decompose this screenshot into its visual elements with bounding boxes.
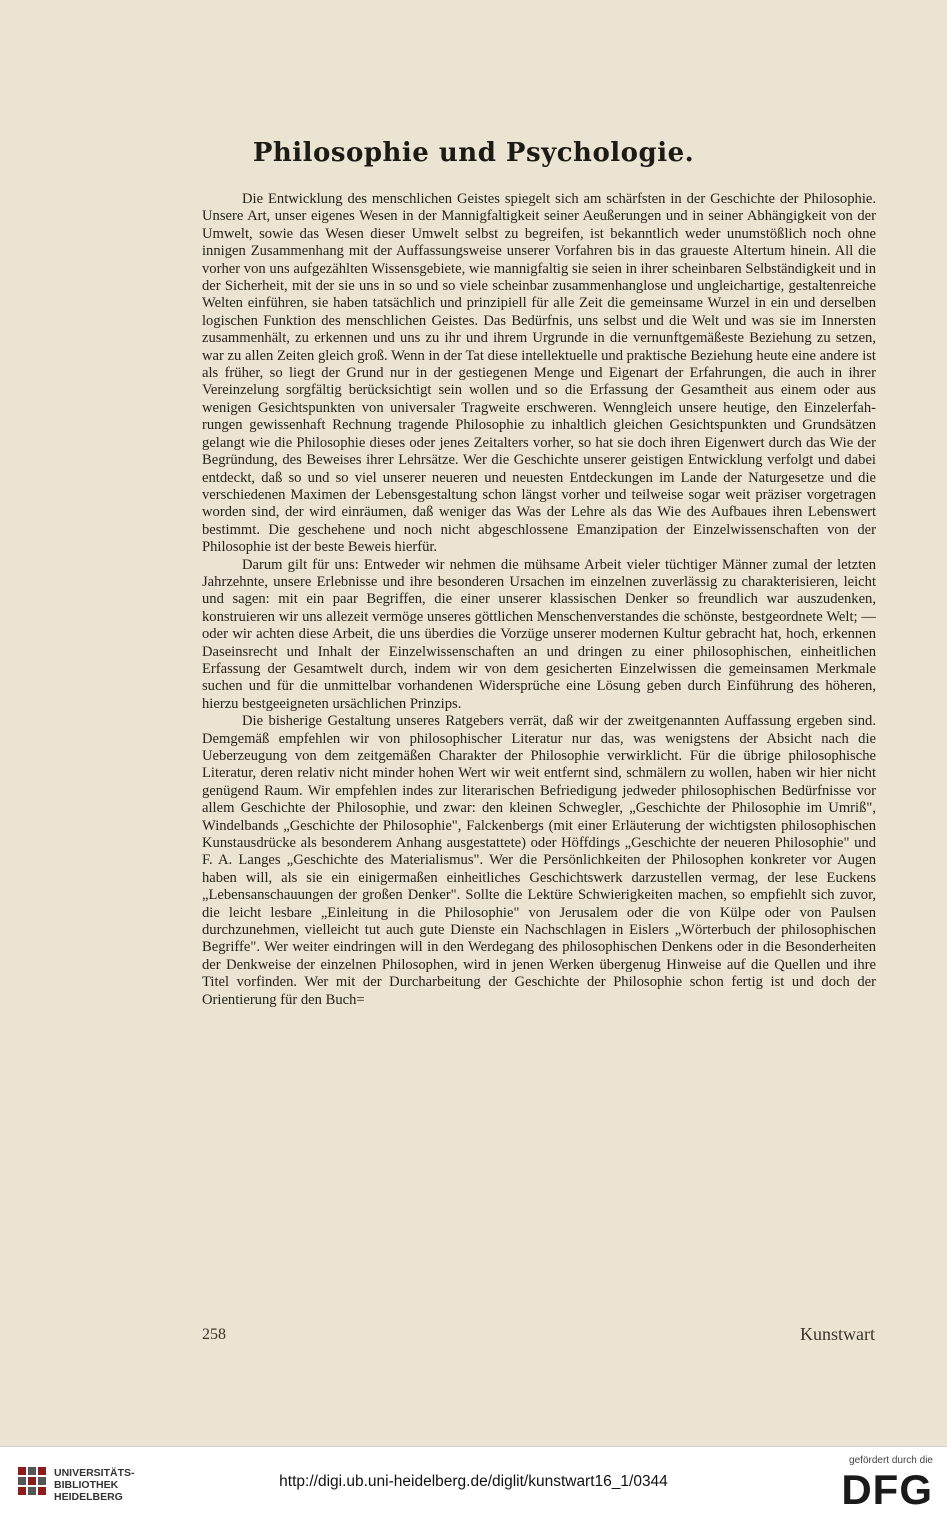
- permalink-url[interactable]: http://digi.ub.uni-heidelberg.de/diglit/kunstwart16_1/0344: [279, 1473, 668, 1490]
- page-title: Philosophie und Psychologie.: [252, 138, 695, 168]
- viewer-footer: [0, 1446, 947, 1533]
- sponsor-block: [833, 1455, 933, 1513]
- sponsor-label: gefördert durch die: [849, 1455, 933, 1466]
- page-number: 258: [202, 1326, 226, 1343]
- library-name-line-3: HEIDELBERG: [54, 1491, 123, 1503]
- library-name-line-1: UNIVERSITÄTS-: [54, 1467, 135, 1479]
- article-body: [202, 191, 876, 1009]
- paragraph-3: Die bisherige Gestaltung unseres Ratgebers verrät, daß wir der zweitgenannten Auffassung ergeben sind. Demgemäß empfehlen wir von philosophischer Literatur nur das, was wenigstens der Absicht nach die Ueberzeugung von dem zeitgemäßen Charakter der Philosophie verwirklicht. Für die übrige philosophische Literatur, deren relativ nicht minder hohen Wert wir weit entfernt sind, schmälern zu wollen, haben wir hier nicht genügend Raum. Wir empfehlen indes zur literarischen Befriedigung jedweder philosophischen Bedürfnisse vor allem Geschichte der Philosophie, und zwar: den kleinen Schwegler, „Geschichte der Philosophie im Umriß", Windelbands „Geschichte der Philosophie", Falckenbergs (mit einer Erläuterung der wichtigsten philosophischen Kunstausdrücke als besonderem Anhang ausgestattete) oder Höffdings „Geschichte der neueren Philosophie" und F. A. Langes „Geschichte des Materialismus". Wer die Persönlichkeiten der Philosophen konkreter vor Augen haben will, als sie ein einigermaßen einheitliches Geschichtswerk darzustellen vermag, der lese Euckens „Lebensanschauungen der großen Denker". Sollte die Lektüre Schwierigkeiten machen, so empfiehlt sich zuvor, die leicht lesbare „Einleitung in die Philosophie" von Jerusalem oder die von Külpe oder von Paulsen durchzunehmen, vielleicht tut auch gute Dienste ein Nachschlagen in Eislers „Wörterbuch der philosophischen Begriffe". Wer weiter eindringen will in den Werdegang des philosophischen Denkens oder in die Besonderheiten der Denkweise der einzelnen Philosophen, wird in jenen Werken übergenug Hinweise auf die Quellen und ihre Titel vorfinden. Wer mit der Durcharbeitung der Geschichte der Philosophie schon fertig ist und doch der Orientierung für den Buch=: [202, 713, 876, 1008]
- journal-name: Kunstwart: [800, 1324, 875, 1344]
- dfg-logo: DFG: [841, 1466, 933, 1513]
- paragraph-1: Die Entwicklung des menschlichen Geistes spiegelt sich am schärfsten in der Geschichte der Philosophie. Unsere Art, unser eigenes Wesen in der Mannigfaltigkeit seiner Aeußerungen und in seiner Abhängigkeit von der Umwelt, sowie das Wesen dieser Umwelt selbst zu begreifen, ist bekanntlich weder unumstößlich noch ohne innigen Zusammenhang mit der Auffassungsweise unserer Vorfahren bis in das graueste Altertum hinein. All die vorher von uns aufgezählten Wissensgebiete, wie mannigfaltig sie seien in ihrer scheinbaren Selbständigkeit und in der Sicherheit, mit der sie uns in so und so viele scheinbar zusammenhanglose und ungleichartige, gestaltenreiche Welten einführen, sie haben tatsächlich und prinzipiell für alle Zeit die gemeinsame Wurzel in ein und derselben logischen Funktion des menschlichen Geistes. Das Bedürfnis, uns selbst und die Welt und was sie im Innersten zusammenhält, zu erkennen und uns zu ihr und ihrem Urgrunde in die vernunftgemäßeste Beziehung zu setzen, war zu allen Zeiten gleich groß. Wenn in der Tat diese intellektuelle und praktische Beziehung heute eine andere ist als früher, so liegt der Grund nur in der gestiegenen Menge und Eigenart der Erfahrungen, die auch in ihrer Vereinzelung sorgfältig berücksichtigt sein wollen und so die Erfassung der Gesamtheit aus einem oder aus wenigen Gesichtspunkten von universaler Tragweite erschweren. Wenngleich unsere heutige, den Einzelerfahrungen gewissenhaft Rechnung tragende Philosophie zu inhaltlich gleichen Gesichtspunkten und Grundsätzen gelangt wie die Philosophie dieses oder jenes Zeitalters vorher, so hat sie doch ihren Eigenwert durch das Wie der Begründung, des Beweises ihrer Lehrsätze. Wer die Geschichte unserer geistigen Entwicklung verfolgt und dabei entdeckt, daß so und so viel unserer neueren und neuesten Entdeckungen im Lande der Naturgesetze und die verschiedenen Maximen der Lebensgestaltung schon längst vorher und teilweise sogar weit präziser vorgetragen worden sind, der wird einräumen, daß weniger das Was der Lehre als das Wie des Aufbaues ihren Lebenswert bestimmt. Die geschehene und noch nicht abgeschlossene Emanzipation der Einzelwissenschaften von der Philosophie ist der beste Beweis hierfür.: [202, 191, 876, 556]
- library-name-line-2: BIBLIOTHEK: [54, 1479, 119, 1491]
- paragraph-2: Darum gilt für uns: Entweder wir nehmen die mühsame Arbeit vieler tüchtiger Männer zumal der letzten Jahrzehnte, unsere Erlebnisse und ihre besonderen Ursachen im einzelnen zuverlässig zu charakterisieren, leicht und sagen: mit ein paar Begriffen, die einer unserer klassischen Denker so freundlich war auszudenken, konstruieren wir uns allezeit vermöge unseres göttlichen Menschenverstandes die schönste, bestgeordnete Welt; — oder wir achten diese Arbeit, die uns überdies die Vorzüge unserer modernen Kultur gebracht hat, hoch, erkennen Daseinsrecht und Inhalt der Einzelwissenschaften an und dringen zu einer philosophischen, einheitlichen Erfassung der Gesamtwelt durch, indem wir von dem gesicherten Einzelwissen die gemeinsamen Merkmale suchen und für die unmittelbar vorhandenen Widersprüche eine Lösung geben durch Einführung des höheren, hierzu bestgeeigneten ursächlichen Prinzips.: [202, 556, 876, 712]
